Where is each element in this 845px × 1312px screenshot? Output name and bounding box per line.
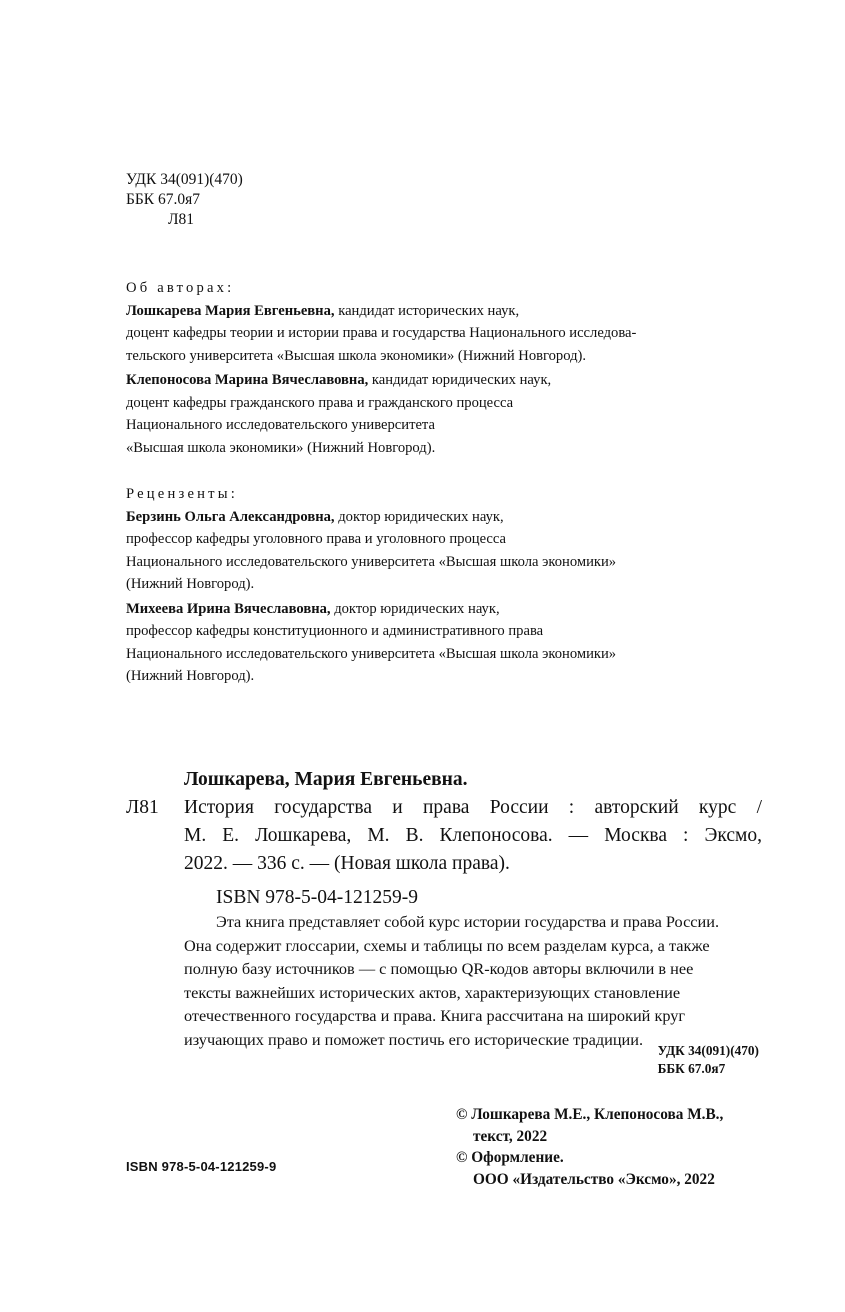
record-isbn: ISBN 978-5-04-121259-9 bbox=[216, 887, 419, 908]
reviewer-position: профессор кафедры конституционного и административного права bbox=[126, 623, 544, 639]
reviewer-position: профессор кафедры уголовного права и уголовного процесса bbox=[126, 531, 507, 547]
record-imprint-line: 2022. — 336 с. — (Новая школа права). bbox=[184, 853, 510, 874]
footer-classification bbox=[658, 1042, 759, 1078]
record-author: Лошкарева, Мария Евгеньевна. bbox=[184, 769, 468, 790]
author-degree: кандидат юридических наук, bbox=[368, 372, 552, 388]
abstract-line: изучающих право и поможет постичь его исторические традиции. bbox=[184, 1029, 644, 1049]
reviewer-name: Берзинь Ольга Александровна, bbox=[126, 508, 335, 525]
reviewer-degree: доктор юридических наук, bbox=[330, 600, 500, 617]
footer-udk: УДК 34(091)(470) bbox=[657, 1043, 759, 1058]
record-authors-line: М. Е. Лошкарева, М. В. Клепоносова. — Москва : Эксмо, bbox=[184, 825, 762, 846]
author-degree: кандидат исторических наук, bbox=[334, 302, 520, 319]
author-position: «Высшая школа экономики» (Нижний Новгород). bbox=[126, 439, 436, 456]
classification-codes bbox=[126, 170, 243, 230]
reviewers-heading: Рецензенты: bbox=[126, 486, 238, 502]
abstract-line: тексты важнейших исторических актов, характеризующих становление bbox=[184, 982, 681, 1002]
author-name: Лошкарева Мария Евгеньевна, bbox=[126, 302, 335, 319]
author-position: Национального исследовательского университета bbox=[126, 417, 435, 433]
isbn-footer: ISBN 978-5-04-121259-9 bbox=[126, 1159, 277, 1174]
about-authors-heading: Об авторах: bbox=[126, 280, 235, 296]
copyright-block bbox=[456, 1104, 723, 1190]
reviewer-entry bbox=[126, 598, 616, 688]
about-authors-section bbox=[126, 277, 636, 461]
reviewer-name: Михеева Ирина Вячеславовна, bbox=[126, 600, 331, 617]
copyright-design-line: © Оформление. bbox=[456, 1149, 564, 1166]
abstract-line: Она содержит глоссарии, схемы и таблицы по всем разделам курса, а также bbox=[184, 935, 710, 955]
book-abstract bbox=[184, 910, 766, 1051]
reviewers-section bbox=[126, 483, 616, 690]
reviewer-entry bbox=[126, 506, 616, 596]
reviewer-position: Национального исследовательского университета «Высшая школа экономики» bbox=[126, 645, 617, 662]
footer-bbk: ББК 67.0я7 bbox=[657, 1061, 726, 1076]
bbk-code: ББК 67.0я7 bbox=[126, 191, 201, 208]
reviewer-degree: доктор юридических наук, bbox=[334, 508, 504, 525]
author-position: тельского университета «Высшая школа экономики» (Нижний Новгород). bbox=[126, 347, 587, 364]
author-name: Клепоносова Марина Вячеславовна, bbox=[126, 372, 369, 388]
record-title-line: История государства и права России : авторский курс / bbox=[184, 797, 762, 818]
author-entry bbox=[126, 369, 636, 459]
reviewer-position: (Нижний Новгород). bbox=[126, 668, 255, 684]
reviewer-position: Национального исследовательского университета «Высшая школа экономики» bbox=[126, 553, 617, 570]
reviewer-position: (Нижний Новгород). bbox=[126, 576, 255, 592]
udk-code: УДК 34(091)(470) bbox=[126, 171, 243, 188]
abstract-line: Эта книга представляет собой курс истории государства и права России. bbox=[216, 912, 720, 931]
author-position: доцент кафедры гражданского права и гражданского процесса bbox=[126, 394, 514, 411]
copyright-text-line: текст, 2022 bbox=[473, 1127, 548, 1145]
abstract-line: полную базу источников — с помощью QR-кодов авторы включили в нее bbox=[184, 959, 694, 978]
copyright-text-line: © Лошкарева М.Е., Клепоносова М.В., bbox=[456, 1106, 724, 1123]
record-code: Л81 bbox=[126, 797, 159, 818]
author-mark: Л81 bbox=[168, 211, 195, 228]
author-entry bbox=[126, 300, 636, 368]
author-position: доцент кафедры теории и истории права и государства Национального исследова- bbox=[126, 325, 637, 341]
abstract-line: отечественного государства и права. Книга рассчитана на широкий круг bbox=[184, 1006, 686, 1025]
copyright-design-line: ООО «Издательство «Эксмо», 2022 bbox=[473, 1170, 715, 1188]
bibliographic-record bbox=[126, 766, 766, 912]
